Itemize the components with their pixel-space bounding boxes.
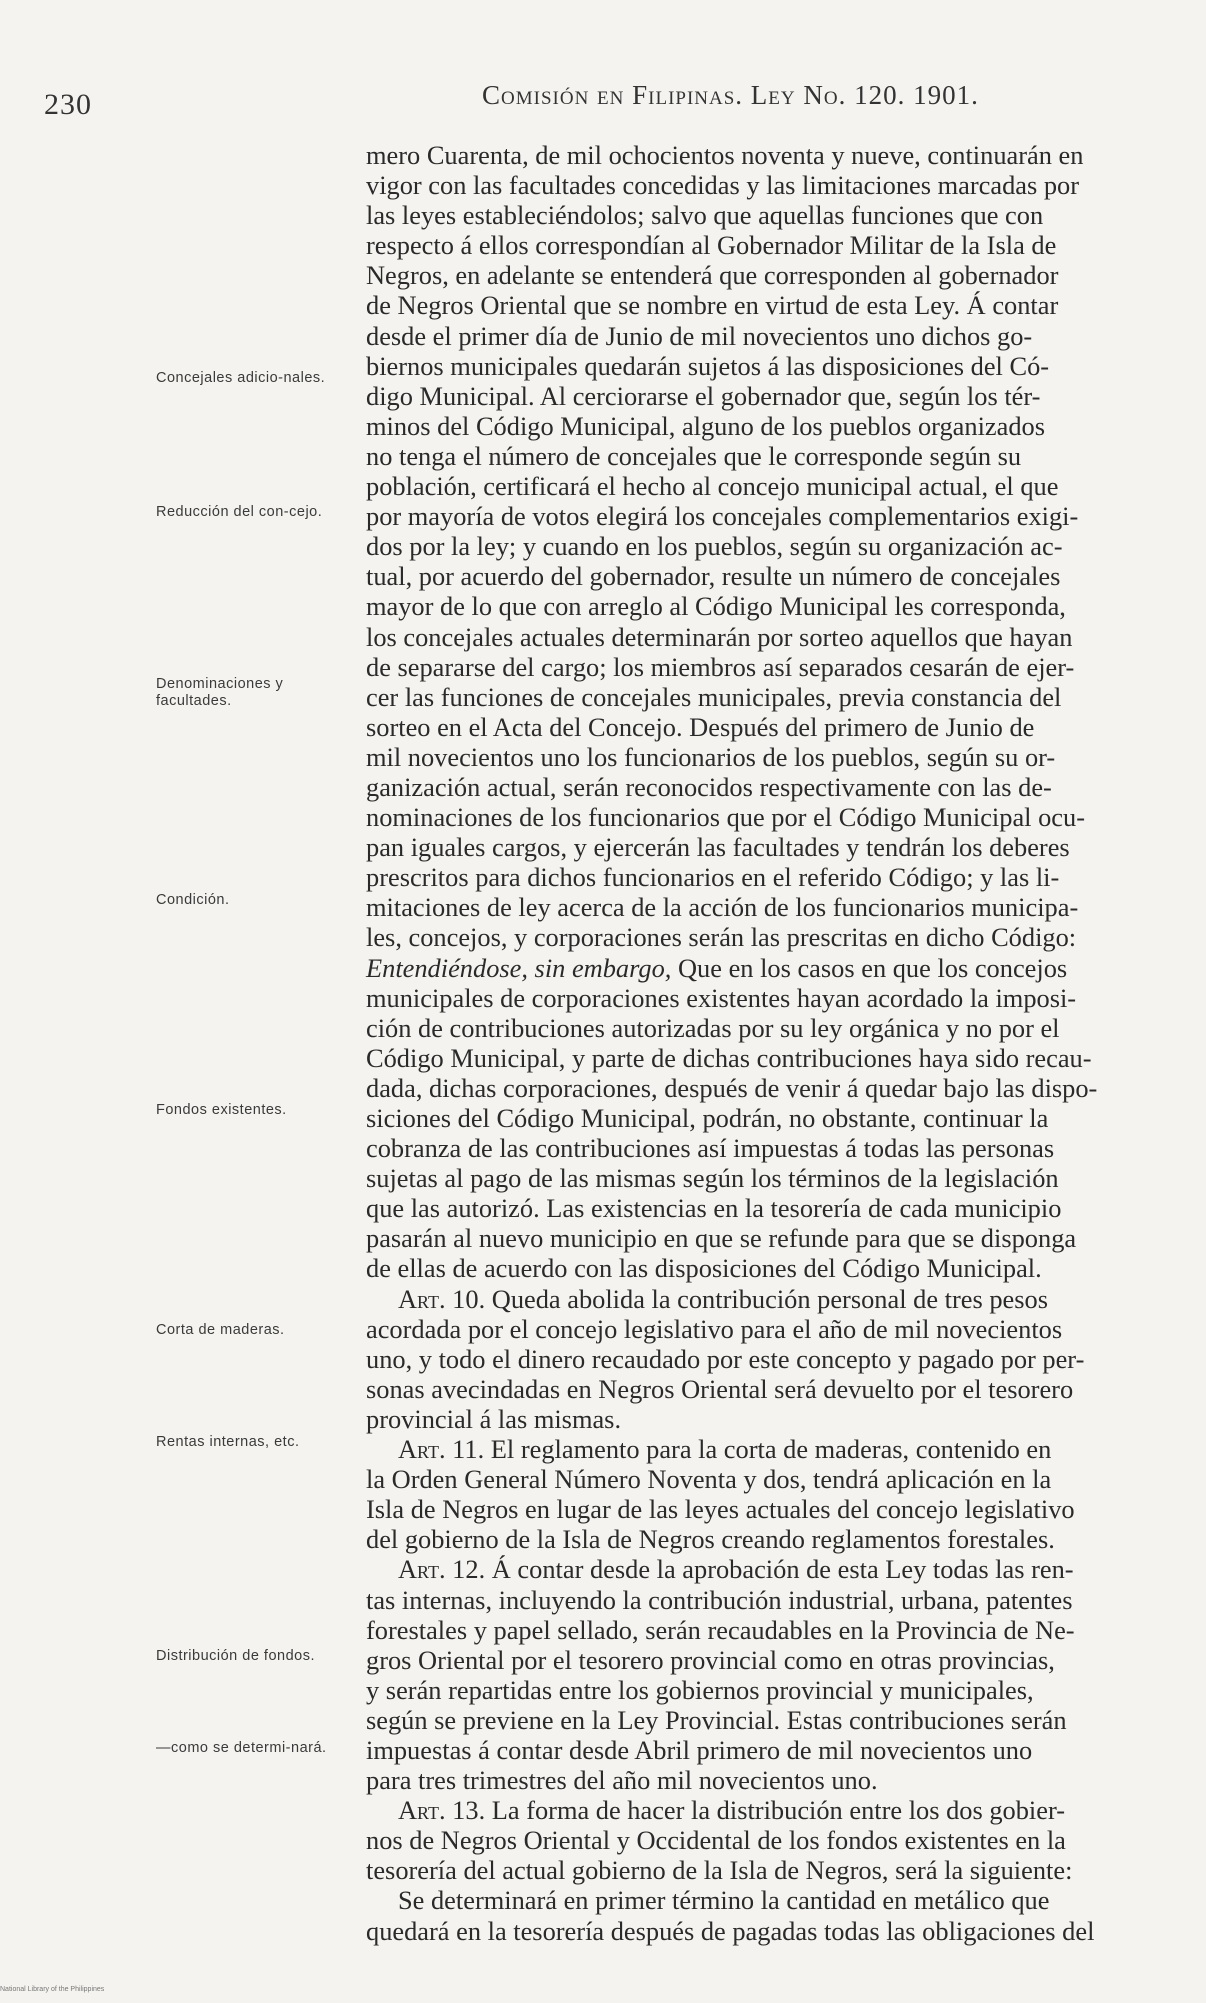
text-line: digo Municipal. Al cerciorarse el gobernador que, según los tér-: [366, 380, 1041, 411]
margin-note-condicion: Condición.: [156, 892, 230, 908]
page-number: 230: [44, 88, 92, 121]
article-10-first: 10. Queda abolida la contribución personal de tres pesos: [445, 1283, 1048, 1314]
text-line: de ellas de acuerdo con las disposiciones del Código Municipal.: [366, 1253, 1042, 1284]
text-line: las leyes estableciéndolos; salvo que aquellas funciones que con: [366, 200, 1044, 231]
text-line: mero Cuarenta, de mil ochocientos noventa y nueve, continuarán en: [366, 140, 1084, 170]
article-label: Art.: [398, 1795, 446, 1826]
text-line: no tenga el número de concejales que le corresponde según su: [366, 440, 1022, 471]
running-head: Comisión en Filipinas. Ley No. 120. 1901.: [482, 80, 979, 110]
text-line: de Negros Oriental que se nombre en virtud de esta Ley. Á contar: [366, 290, 1059, 321]
text-line: la Orden General Número Noventa y dos, tendrá aplicación en la: [366, 1464, 1052, 1495]
text-line: municipales de corporaciones existentes hayan acordado la imposi-: [366, 982, 1077, 1013]
text-line: del gobierno de la Isla de Negros creando reglamentos forestales.: [366, 1524, 1055, 1555]
text-line: provincial á las mismas.: [366, 1403, 622, 1434]
text-line: cer las funciones de concejales municipales, previa constancia del: [366, 681, 1062, 712]
margin-note-corta: Corta de maderas.: [156, 1322, 285, 1338]
text-line: vigor con las facultades concedidas y las limitaciones marcadas por: [366, 170, 1080, 201]
article-label: Art.: [398, 1434, 446, 1465]
text-line: de separarse del cargo; los miembros así separados cesarán de ejer-: [366, 651, 1075, 682]
text-line: ganización actual, serán reconocidos respectivamente con las de-: [366, 771, 1052, 802]
article-12-heading: [366, 1554, 1160, 1584]
proviso-rest: Que en los casos en que los concejos: [671, 952, 1068, 983]
text-line: impuestas á contar desde Abril primero de mil novecientos uno: [366, 1734, 1033, 1765]
margin-note-fondos: Fondos existentes.: [156, 1102, 287, 1118]
text-line: tual, por acuerdo del gobernador, resulte un número de concejales: [366, 561, 1061, 592]
text-line: Se determinará en primer término la cantidad en metálico que: [398, 1885, 1050, 1916]
article-12-first: 12. Á contar desde la aprobación de esta Ley todas las ren-: [445, 1554, 1074, 1585]
text-line: sorteo en el Acta del Concejo. Después del primero de Junio de: [366, 711, 1035, 742]
text-line: mitaciones de ley acerca de la acción de los funcionarios municipa-: [366, 892, 1079, 923]
text-line: forestales y papel sellado, serán recaudables en la Provincia de Ne-: [366, 1614, 1075, 1645]
text-line: biernos municipales quedarán sujetos á las disposiciones del Có-: [366, 350, 1050, 381]
text-line: nos de Negros Oriental y Occidental de los fondos existentes en la: [366, 1825, 1066, 1856]
text-line: para tres trimestres del año mil novecientos uno.: [366, 1765, 878, 1796]
text-line: sonas avecindadas en Negros Oriental será devuelto por el tesorero: [366, 1373, 1074, 1404]
margin-note-concejales: Concejales adicio-nales.: [156, 370, 326, 386]
article-10-heading: [366, 1284, 1160, 1314]
text-line: desde el primer día de Junio de mil novecientos uno dichos go-: [366, 320, 1033, 351]
article-13-first: 13. La forma de hacer la distribución entre los dos gobier-: [445, 1795, 1066, 1826]
text-line: y serán repartidas entre los gobiernos provincial y municipales,: [366, 1674, 1034, 1705]
article-11-first: 11. El reglamento para la corta de maderas, contenido en: [445, 1434, 1052, 1465]
text-line: población, certificará el hecho al concejo municipal actual, el que: [366, 471, 1059, 502]
text-line: mil novecientos uno los funcionarios de los pueblos, según su or-: [366, 741, 1056, 772]
proviso-italic: Entendiéndose, sin embargo,: [366, 952, 672, 983]
text-line: uno, y todo el dinero recaudado por este concepto y pagado por per-: [366, 1343, 1085, 1374]
text-line: ción de contribuciones autorizadas por su ley orgánica y no por el: [366, 1012, 1060, 1043]
margin-note-reduccion: Reducción del con-cejo.: [156, 504, 323, 520]
text-line: dada, dichas corporaciones, después de venir á quedar bajo las dispo-: [366, 1072, 1098, 1103]
article-label: Art.: [398, 1283, 446, 1314]
text-line: les, concejos, y corporaciones serán las prescritas en dicho Código:: [366, 922, 1077, 953]
text-line: prescritos para dichos funcionarios en el referido Código; y las li-: [366, 862, 1060, 893]
article-label: Art.: [398, 1554, 446, 1585]
text-line: Código Municipal, y parte de dichas contribuciones haya sido recau-: [366, 1042, 1092, 1073]
text-line: gros Oriental por el tesorero provincial como en otras provincias,: [366, 1644, 1055, 1675]
text-line: por mayoría de votos elegirá los concejales complementarios exigi-: [366, 501, 1079, 532]
text-line: según se previene en la Ley Provincial. Estas contribuciones serán: [366, 1704, 1067, 1735]
text-line: quedará en la tesorería después de pagadas todas las obligaciones del: [366, 1915, 1095, 1946]
text-line: minos del Código Municipal, alguno de los pueblos organizados: [366, 410, 1045, 441]
footer: National Library of the Philippines: [0, 1986, 105, 1993]
text-line: que las autorizó. Las existencias en la tesorería de cada municipio: [366, 1193, 1062, 1224]
text-line: Isla de Negros en lugar de las leyes actuales del concejo legislativo: [366, 1494, 1075, 1525]
text-line: mayor de lo que con arreglo al Código Municipal les corresponda,: [366, 591, 1066, 622]
text-line: Negros, en adelante se entenderá que corresponden al gobernador: [366, 260, 1059, 291]
text-line: tas internas, incluyendo la contribución industrial, urbana, patentes: [366, 1584, 1073, 1615]
text-line: los concejales actuales determinarán por sorteo aquellos que hayan: [366, 621, 1073, 652]
body-text: [366, 140, 1160, 1946]
text-line: respecto á ellos correspondían al Gobernador Militar de la Isla de: [366, 230, 1057, 261]
text-line: nominaciones de los funcionarios que por el Código Municipal ocu-: [366, 802, 1085, 833]
text-line: pasarán al nuevo municipio en que se refunde para que se disponga: [366, 1223, 1077, 1254]
text-line: siciones del Código Municipal, podrán, no obstante, continuar la: [366, 1103, 1049, 1133]
text-line: acordada por el concejo legislativo para el año de mil novecientos: [366, 1313, 1063, 1344]
text-line: pan iguales cargos, y ejercerán las facultades y tendrán los deberes: [366, 832, 1070, 863]
margin-note-distribucion: Distribución de fondos.: [156, 1648, 315, 1664]
article-11-heading: [366, 1434, 1160, 1464]
text-line: dos por la ley; y cuando en los pueblos, según su organización ac-: [366, 531, 1063, 562]
text-line: sujetas al pago de las mismas según los términos de la legislación: [366, 1163, 1059, 1194]
margin-note-rentas: Rentas internas, etc.: [156, 1434, 300, 1450]
text-line: cobranza de las contribuciones así impuestas á todas las personas: [366, 1133, 1055, 1164]
proviso-line: [366, 953, 1160, 983]
margin-note-como: —como se determi-nará.: [156, 1740, 327, 1756]
article-13-heading: [366, 1795, 1160, 1825]
text-line: tesorería del actual gobierno de la Isla de Negros, será la siguiente:: [366, 1855, 1073, 1886]
margin-note-denominaciones: Denominaciones y facultades.: [156, 676, 284, 709]
